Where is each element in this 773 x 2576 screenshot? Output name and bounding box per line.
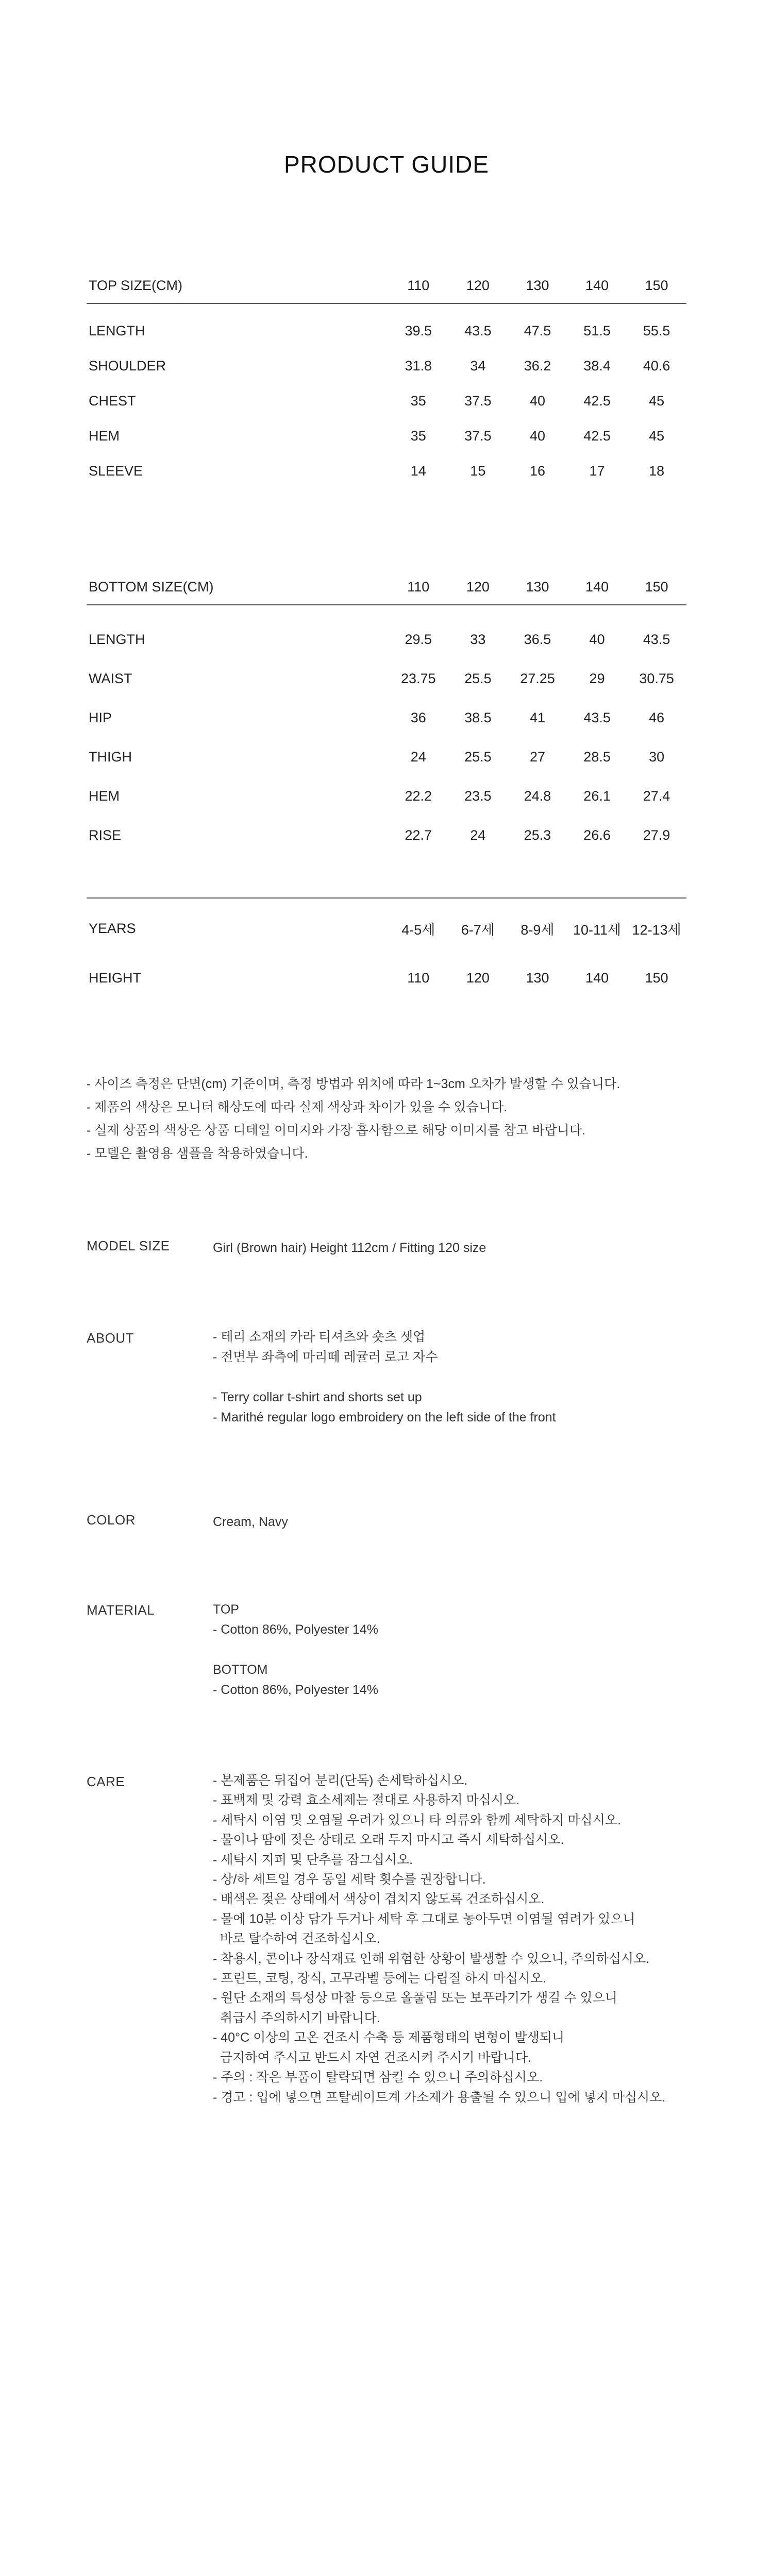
table-cell: 17 — [589, 463, 605, 479]
table-cell: 45 — [649, 393, 665, 409]
page-title: PRODUCT GUIDE — [283, 151, 490, 178]
size-header: 130 — [526, 277, 549, 293]
age-table — [87, 897, 686, 1003]
table-cell: 36.2 — [524, 358, 551, 374]
table-header-row — [87, 268, 686, 304]
table-cell: 14 — [410, 463, 426, 479]
size-header: 120 — [466, 579, 490, 595]
table-cell: 43.5 — [643, 631, 670, 647]
table-cell: 6-7세 — [461, 922, 495, 938]
row-label: RISE — [89, 827, 122, 843]
row-label: YEARS — [89, 920, 136, 936]
table-cell: 26.6 — [583, 827, 611, 843]
model-size-label: MODEL SIZE — [87, 1238, 170, 1253]
table-cell: 25.5 — [464, 749, 492, 765]
care-line: - 배색은 젖은 상태에서 색상이 겹치지 않도록 건조하십시오. — [213, 1892, 545, 1907]
table-cell: 27.4 — [643, 788, 670, 804]
row-label: LENGTH — [89, 631, 145, 647]
care-line: 바로 탈수하여 건조하십시오. — [220, 1931, 380, 1946]
table-cell: 28.5 — [583, 749, 611, 765]
size-header: 120 — [466, 277, 490, 293]
row-label: HEIGHT — [89, 970, 142, 986]
table-header-row — [87, 569, 686, 605]
table-cell: 55.5 — [643, 323, 670, 338]
care-line: - 경고 : 입에 넣으면 프탈레이트계 가소제가 용출될 수 있으니 입에 넣지 마십시오. — [213, 2090, 666, 2105]
table-row — [87, 953, 686, 1003]
table-cell: 8-9세 — [520, 922, 554, 938]
table-cell: 10-11세 — [573, 922, 621, 938]
size-notes — [87, 1073, 620, 1165]
care-instructions-ko — [213, 1771, 665, 2107]
table-cell: 29.5 — [405, 631, 432, 647]
care-line: - 물에 10분 이상 담가 두거나 세탁 후 그대로 놓아두면 이염될 염려가 있으니 — [213, 1911, 635, 1926]
care-line: - 착용시, 콘이나 장식재료 인해 위험한 상황이 발생할 수 있으니, 주의하십시오. — [213, 1951, 650, 1966]
care-line: - 원단 소재의 특성상 마찰 등으로 올풀림 또는 보푸라기가 생길 수 있으니 — [213, 1991, 618, 2006]
table-row — [87, 620, 686, 659]
table-row — [87, 776, 686, 816]
table-cell: 24.8 — [524, 788, 551, 804]
size-header: 140 — [585, 579, 609, 595]
table-row — [87, 904, 686, 953]
row-label: LENGTH — [89, 323, 145, 338]
table-cell: 150 — [645, 970, 668, 986]
table-cell: 43.5 — [583, 709, 611, 725]
care-line: - 표백제 및 강력 효소세제는 절대로 사용하지 마십시오. — [213, 1793, 520, 1808]
note-line: - 제품의 색상은 모니터 해상도에 따라 실제 색상과 차이가 있을 수 있습니다. — [87, 1100, 508, 1114]
table-cell: 4-5세 — [401, 922, 435, 938]
table-cell: 25.3 — [524, 827, 551, 843]
size-header: 110 — [407, 579, 430, 595]
size-header: 150 — [645, 277, 668, 293]
table-cell: 31.8 — [405, 358, 432, 374]
table-cell: 35 — [410, 393, 426, 409]
table-cell: 22.7 — [405, 827, 432, 843]
table-cell: 22.2 — [405, 788, 432, 804]
table-cell: 120 — [466, 970, 490, 986]
care-line: - 본제품은 뒤집어 분리(단독) 손세탁하십시오. — [213, 1773, 468, 1788]
table-cell: 36.5 — [524, 631, 551, 647]
table-cell: 51.5 — [583, 323, 611, 338]
table-cell: 110 — [407, 970, 430, 986]
row-label: THIGH — [89, 749, 132, 765]
table-cell: 18 — [649, 463, 665, 479]
table-row — [87, 453, 686, 488]
material-label: MATERIAL — [87, 1602, 155, 1618]
bottom-size-table — [87, 569, 686, 855]
table-cell: 30 — [649, 749, 665, 765]
color-value: Cream, Navy — [213, 1515, 288, 1529]
top-size-table — [87, 268, 686, 488]
row-label: HEM — [89, 428, 120, 444]
table-cell: 40.6 — [643, 358, 670, 374]
care-line: - 상/하 세트일 경우 동일 세탁 횟수를 권장합니다. — [213, 1872, 486, 1887]
table-row — [87, 698, 686, 737]
table-cell: 45 — [649, 428, 665, 444]
size-header: 110 — [407, 277, 430, 293]
table-cell: 33 — [470, 631, 486, 647]
care-line: - 40°C 이상의 고온 건조시 수축 등 제품형태의 변형이 발생되니 — [213, 2030, 565, 2045]
table-cell: 41 — [529, 709, 545, 725]
care-label: CARE — [87, 1774, 125, 1789]
table-cell: 40 — [529, 393, 545, 409]
table-cell: 130 — [526, 970, 549, 986]
table-cell: 42.5 — [583, 428, 611, 444]
table-cell: 25.5 — [464, 670, 492, 686]
table-cell: 37.5 — [464, 428, 492, 444]
table-row — [87, 348, 686, 383]
table-cell: 23.5 — [464, 788, 492, 804]
row-label: SLEEVE — [89, 463, 143, 479]
size-header: 140 — [585, 277, 609, 293]
table-cell: 40 — [589, 631, 605, 647]
table-cell: 24 — [470, 827, 486, 843]
table-header-label: BOTTOM SIZE(CM) — [89, 579, 214, 595]
row-label: HIP — [89, 709, 112, 725]
table-header-label: TOP SIZE(CM) — [89, 277, 183, 293]
table-cell: 37.5 — [464, 393, 492, 409]
care-line: 금지하여 주시고 반드시 자연 건조시켜 주시기 바랍니다. — [220, 2050, 532, 2065]
table-cell: 30.75 — [639, 670, 674, 686]
care-line: 취급시 주의하시기 바랍니다. — [220, 2010, 380, 2025]
row-label: HEM — [89, 788, 120, 804]
care-line: - 물이나 땀에 젖은 상태로 오래 두지 마시고 즉시 세탁하십시오. — [213, 1833, 564, 1848]
care-line: - 세탁시 지퍼 및 단추를 잠그십시오. — [213, 1852, 413, 1867]
table-row — [87, 816, 686, 855]
table-cell: 15 — [470, 463, 486, 479]
row-label: CHEST — [89, 393, 136, 409]
table-cell: 27.25 — [520, 670, 555, 686]
table-cell: 36 — [410, 709, 426, 725]
table-cell: 24 — [410, 749, 426, 765]
model-size-value: Girl (Brown hair) Height 112cm / Fitting 120 size — [213, 1241, 486, 1255]
note-line: - 사이즈 측정은 단면(cm) 기준이며, 측정 방법과 위치에 따라 1~3cm 오차가 발생할 수 있습니다. — [87, 1077, 620, 1091]
care-line: - 프린트, 코팅, 장식, 고무라벨 등에는 다림질 하지 마십시오. — [213, 1971, 547, 1986]
size-header: 150 — [645, 579, 668, 595]
table-row — [87, 737, 686, 776]
table-cell: 40 — [529, 428, 545, 444]
table-cell: 47.5 — [524, 323, 551, 338]
size-header: 130 — [526, 579, 549, 595]
table-cell: 34 — [470, 358, 486, 374]
table-row — [87, 418, 686, 453]
care-line: - 주의 : 작은 부품이 탈락되면 삼킬 수 있으니 주의하십시오. — [213, 2070, 543, 2085]
row-label: SHOULDER — [89, 358, 166, 374]
table-cell: 12-13세 — [632, 922, 681, 938]
about-label: ABOUT — [87, 1330, 135, 1346]
row-label: WAIST — [89, 670, 132, 686]
table-cell: 23.75 — [401, 670, 436, 686]
note-line: - 실제 상품의 색상은 상품 디테일 이미지와 가장 흡사함으로 해당 이미지를 참고 바랍니다. — [87, 1123, 586, 1138]
table-cell: 46 — [649, 709, 665, 725]
table-cell: 140 — [585, 970, 609, 986]
table-cell: 39.5 — [405, 323, 432, 338]
table-cell: 16 — [529, 463, 545, 479]
about-text: - 테리 소재의 카라 티셔츠와 숏츠 셋업 - 전면부 좌측에 마리떼 레귤러 로고 자수 - Terry collar t-shirt and shorts set up - Marithé regular logo embroidery on the left side of the front — [213, 1330, 556, 1425]
table-cell: 27 — [529, 749, 545, 765]
table-cell: 27.9 — [643, 827, 670, 843]
table-row — [87, 659, 686, 698]
table-cell: 38.4 — [583, 358, 611, 374]
material-text: TOP - Cotton 86%, Polyester 14% BOTTOM - Cotton 86%, Polyester 14% — [213, 1602, 378, 1697]
table-cell: 26.1 — [583, 788, 611, 804]
table-cell: 42.5 — [583, 393, 611, 409]
table-row — [87, 313, 686, 348]
note-line: - 모델은 촬영용 샘플을 착용하였습니다. — [87, 1146, 308, 1161]
table-row — [87, 383, 686, 418]
table-cell: 38.5 — [464, 709, 492, 725]
table-cell: 43.5 — [464, 323, 492, 338]
table-cell: 29 — [589, 670, 605, 686]
color-label: COLOR — [87, 1512, 136, 1528]
table-cell: 35 — [410, 428, 426, 444]
care-line: - 세탁시 이염 및 오염될 우려가 있으니 타 의류와 함께 세탁하지 마십시오. — [213, 1812, 621, 1827]
